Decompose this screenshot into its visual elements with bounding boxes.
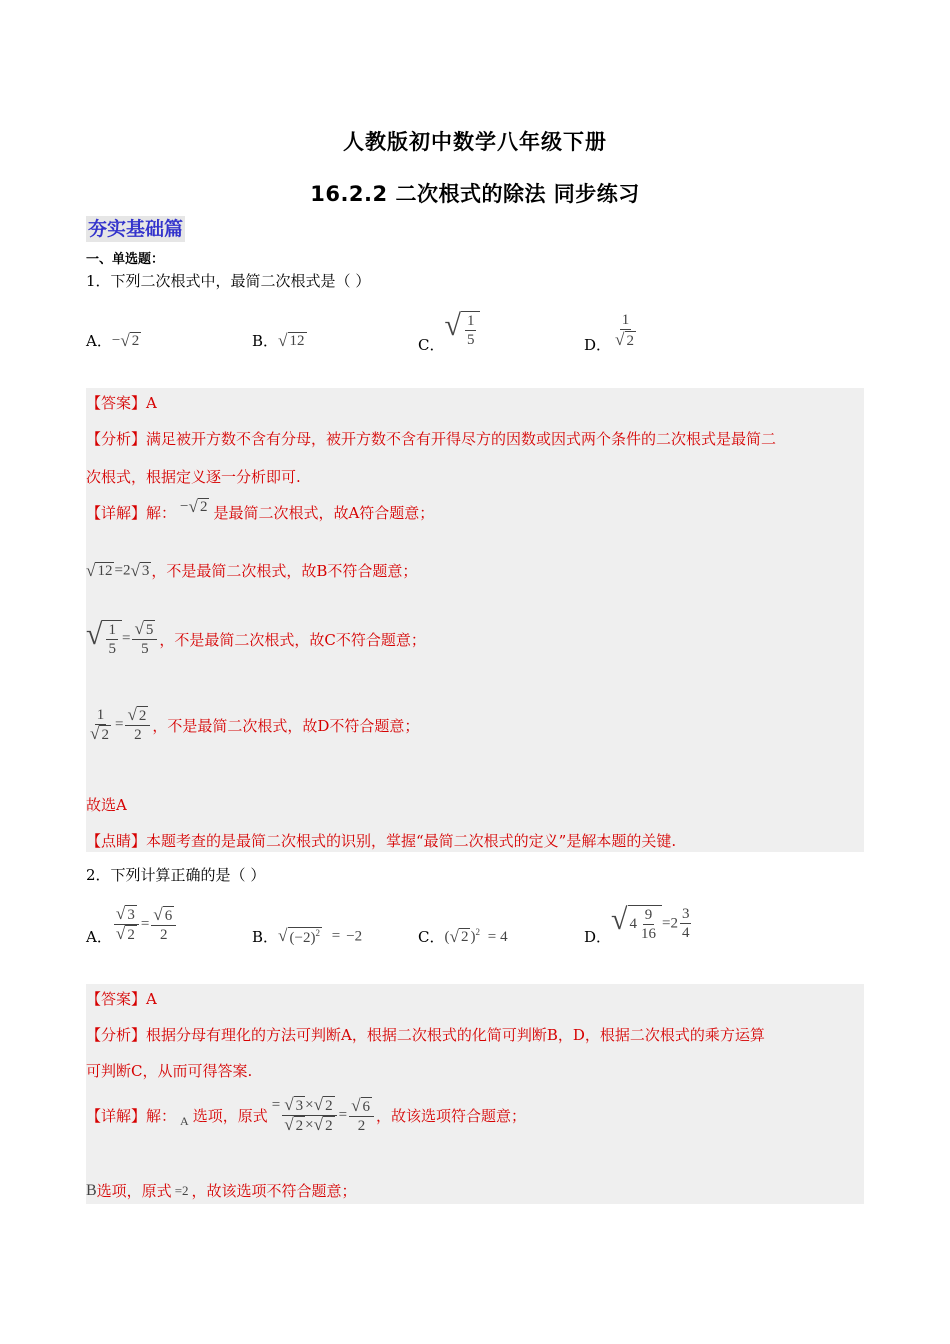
- q1-detail-b: √ 12 =2 √ 3 ，不是最简二次根式，故B不符合题意；: [86, 560, 418, 580]
- q1-option-b: [252, 330, 307, 351]
- q1-analysis-line-1: 【分析】 满足被开方数不含有分母，被开方数不含有开得尽方的因数或因式两个条件的二次根式是最简二: [86, 430, 777, 448]
- option-letter: B．: [252, 928, 279, 946]
- q1-option-d: [584, 306, 640, 355]
- option-letter: A．: [86, 928, 112, 946]
- math-expression: √ 4 $\frac{9}{16}$ =2 $\frac{3}{4}$: [611, 902, 690, 942]
- part-heading: 一、单选题：: [86, 252, 165, 267]
- q1-answer: 【答案】 A: [86, 393, 157, 412]
- q1-detail-c: √ $\frac{1}{5}$ = √ 5 5 ，不是最简二次根式，故C不符合题意；: [86, 618, 426, 658]
- q2-option-b: [252, 926, 362, 947]
- math-expression: − √ 2: [111, 330, 140, 350]
- q1-option-c: [418, 304, 480, 355]
- math-expression: ( √ 2 )$^2$ = 4: [444, 926, 508, 947]
- q2-option-a: [86, 902, 178, 947]
- q2-solution-box: [86, 984, 864, 1204]
- question-1-stem: 1．下列二次根式中，最简二次根式是（ ）: [86, 272, 371, 290]
- q1-solution-box: [86, 388, 864, 852]
- q1-detail-a: 【详解】 解： − √ 2 是最简二次根式，故A符合题意；: [86, 496, 435, 522]
- q2-detail-b: B 选项，原式 =2 ，故该选项不符合题意；: [86, 1181, 357, 1200]
- q2-answer: 【答案】 A: [86, 989, 157, 1008]
- q2-analysis-line-2: 可判断C，从而可得答案.: [86, 1062, 253, 1080]
- math-expression: √ 12: [278, 330, 305, 350]
- q2-option-d: [584, 900, 693, 947]
- q1-option-a: [86, 330, 141, 351]
- q1-detail-d: 1 √ 2 = √ 2 2 ，不是最简二次根式，故D不符合题意；: [90, 705, 420, 744]
- q1-comment: 【点睛】 本题考查的是最简二次根式的识别，掌握“最简二次根式的定义”是解本题的关键.: [86, 832, 677, 850]
- q2-option-c: [418, 926, 508, 947]
- section-heading: 夯实基础篇: [88, 218, 184, 240]
- option-letter: A．: [86, 332, 112, 350]
- option-letter: D．: [584, 336, 612, 354]
- q1-analysis-line-2: 次根式，根据定义逐一分析即可.: [86, 468, 301, 486]
- option-letter: C．: [418, 928, 445, 946]
- math-expression: √ 3 √ 2 = √ 6 2: [112, 905, 178, 944]
- option-letter: B．: [252, 332, 279, 350]
- q2-detail-a: 【详解】 解： A 选项，原式 = √ 3 × √ 2 √ 2 × √ 2 = √ 6 2 ，故该选项符合题意；: [86, 1095, 527, 1135]
- q1-choose: 故选A: [86, 796, 127, 814]
- question-2-stem: 2．下列计算正确的是（ ）: [86, 866, 266, 884]
- doc-title: 人教版初中数学八年级下册: [343, 130, 607, 154]
- option-letter: C．: [418, 336, 445, 354]
- math-expression: √ $\frac{1}{5}$: [444, 311, 480, 349]
- math-expression: 1 √ 2: [615, 312, 634, 349]
- q2-analysis-line-1: 【分析】 根据分母有理化的方法可判断A，根据二次根式的化简可判断B，D，根据二次根式的乘方运算: [86, 1026, 765, 1044]
- math-expression: √ $(-2)^2$ = −2: [278, 925, 363, 946]
- option-letter: D．: [584, 928, 612, 946]
- doc-subtitle: 16.2.2 二次根式的除法 同步练习: [310, 182, 640, 206]
